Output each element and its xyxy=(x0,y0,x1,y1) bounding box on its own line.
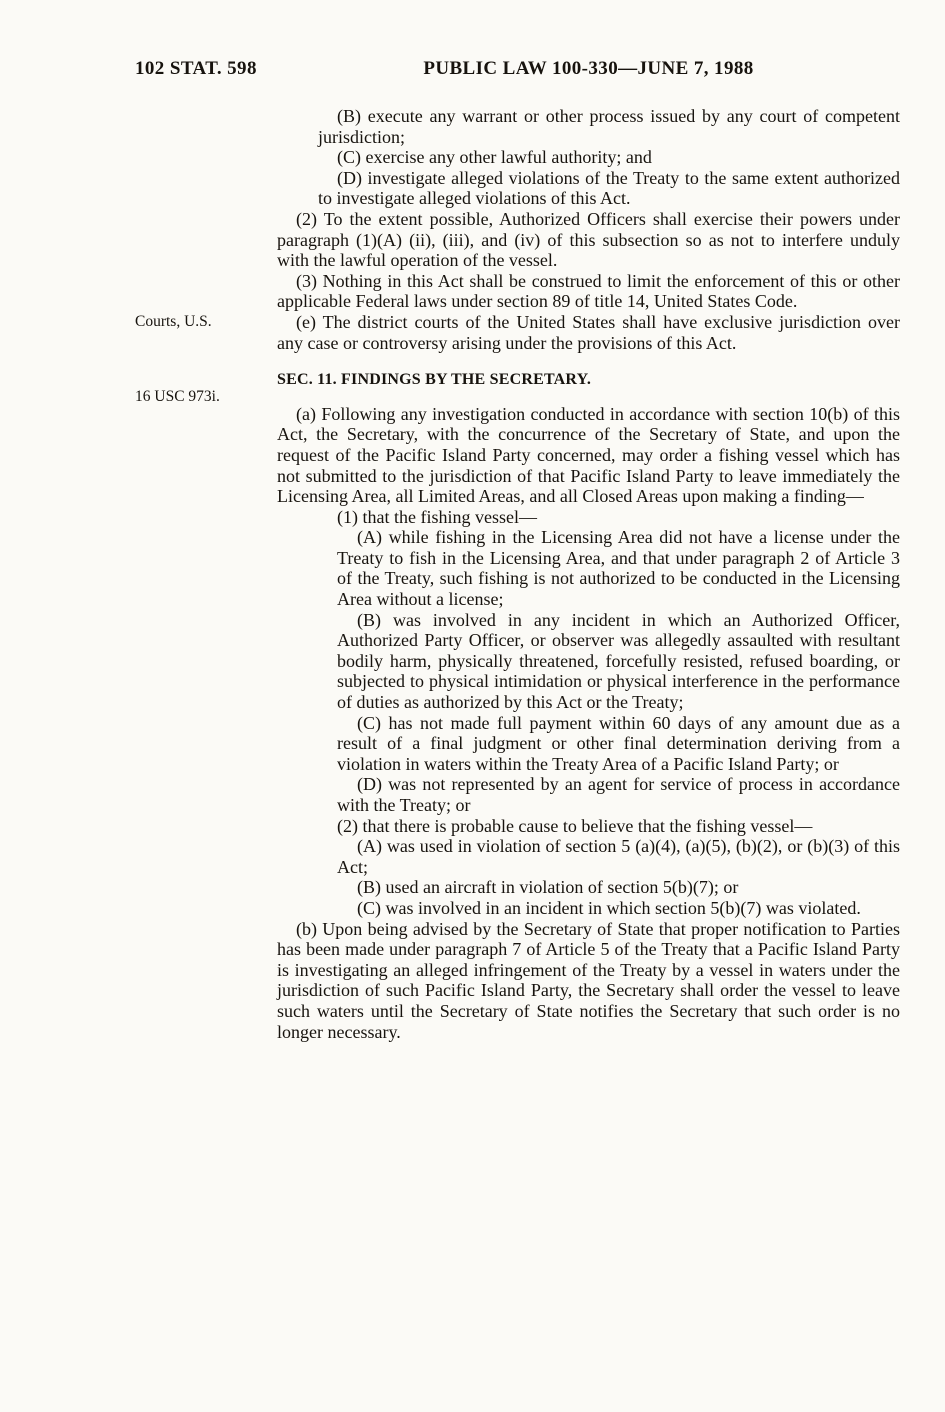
statute-body xyxy=(135,106,900,1042)
statute-paragraph: (D) was not represented by an agent for service of process in accordance with the Treaty; or xyxy=(337,774,900,815)
paragraph-with-margin-note xyxy=(135,311,900,353)
heading-with-margin-note xyxy=(135,370,900,406)
statute-paragraph: (C) has not made full payment within 60 days of any amount due as a result of a final judgment or other final determination deriving from a violation in waters within the Treaty Area of a Pacific Island Party; or xyxy=(337,712,900,774)
section-heading: SEC. 11. FINDINGS BY THE SECRETARY. xyxy=(277,371,592,389)
page-header xyxy=(0,58,945,86)
stat-page-number: 102 STAT. 598 xyxy=(135,58,257,79)
margin-note-courts: Courts, U.S. xyxy=(135,312,212,330)
statute-paragraph: (a) Following any investigation conducted in accordance with section 10(b) of this Act, the Secretary, with the concurrence of the Secretary of State, and upon the request of the Pacific Island Party concerned, may order a fishing vessel which has not submitted to the jurisdiction of that Pacific Island Party to leave immediately the Licensing Area, all Limited Areas, and all Closed Areas upon making a finding— xyxy=(277,403,900,507)
statute-paragraph: (1) that the fishing vessel— xyxy=(337,506,537,527)
statute-paragraph: (b) Upon being advised by the Secretary of State that proper notification to Parties has been made under paragraph 7 of Article 5 of the Treaty that a Pacific Island Party is investigating an alleged infringement of the Treaty by a vessel in waters under the jurisdiction of such Pacific Island Party, the Secretary shall order the vessel to leave such waters until the Secretary of State notifies the Secretary that such order is no longer necessary. xyxy=(277,918,900,1042)
statute-paragraph: (B) was involved in any incident in which an Authorized Officer, Authorized Party Officer, or observer was allegedly assaulted with resultant bodily harm, physically threatened, forcefully resisted, refused boarding, or subjected to physical intimidation or physical interference in the performance of duties as authorized by this Act or the Treaty; xyxy=(337,609,900,713)
statute-paragraph: (D) investigate alleged violations of the Treaty to the same extent authorized to investigate alleged violations of this Act. xyxy=(318,167,900,209)
statute-paragraph: (A) while fishing in the Licensing Area did not have a license under the Treaty to fish in the Licensing Area, and that under paragraph 2 of Article 3 of the Treaty, such fishing is not authorized to be conducted in the Licensing Area without a license; xyxy=(337,527,900,610)
statute-paragraph: (3) Nothing in this Act shall be construed to limit the enforcement of this or other applicable Federal laws under section 89 of title 14, United States Code. xyxy=(277,270,900,312)
margin-note-usc-citation: 16 USC 973i. xyxy=(135,388,220,406)
statute-paragraph: (A) was used in violation of section 5 (a)(4), (a)(5), (b)(2), or (b)(3) of this Act; xyxy=(337,836,900,877)
statute-paragraph: (2) that there is probable cause to believe that the fishing vessel— xyxy=(337,815,813,836)
law-title: PUBLIC LAW 100-330—JUNE 7, 1988 xyxy=(423,58,754,79)
statute-paragraph: (C) exercise any other lawful authority; and xyxy=(337,147,652,168)
statute-paragraph: (B) execute any warrant or other process issued by any court of competent jurisdiction; xyxy=(318,106,900,147)
statute-paragraph: (e) The district courts of the United States shall have exclusive jurisdiction over any case or controversy arising under the provisions of this Act. xyxy=(277,311,900,353)
statute-paragraph: (2) To the extent possible, Authorized Officers shall exercise their powers under paragraph (1)(A) (ii), (iii), and (iv) of this subsection so as not to interfere unduly with the lawful operation of the vessel. xyxy=(277,208,900,271)
statute-paragraph: (C) was involved in an incident in which section 5(b)(7) was violated. xyxy=(357,897,861,918)
statute-paragraph: (B) used an aircraft in violation of section 5(b)(7); or xyxy=(357,877,739,898)
